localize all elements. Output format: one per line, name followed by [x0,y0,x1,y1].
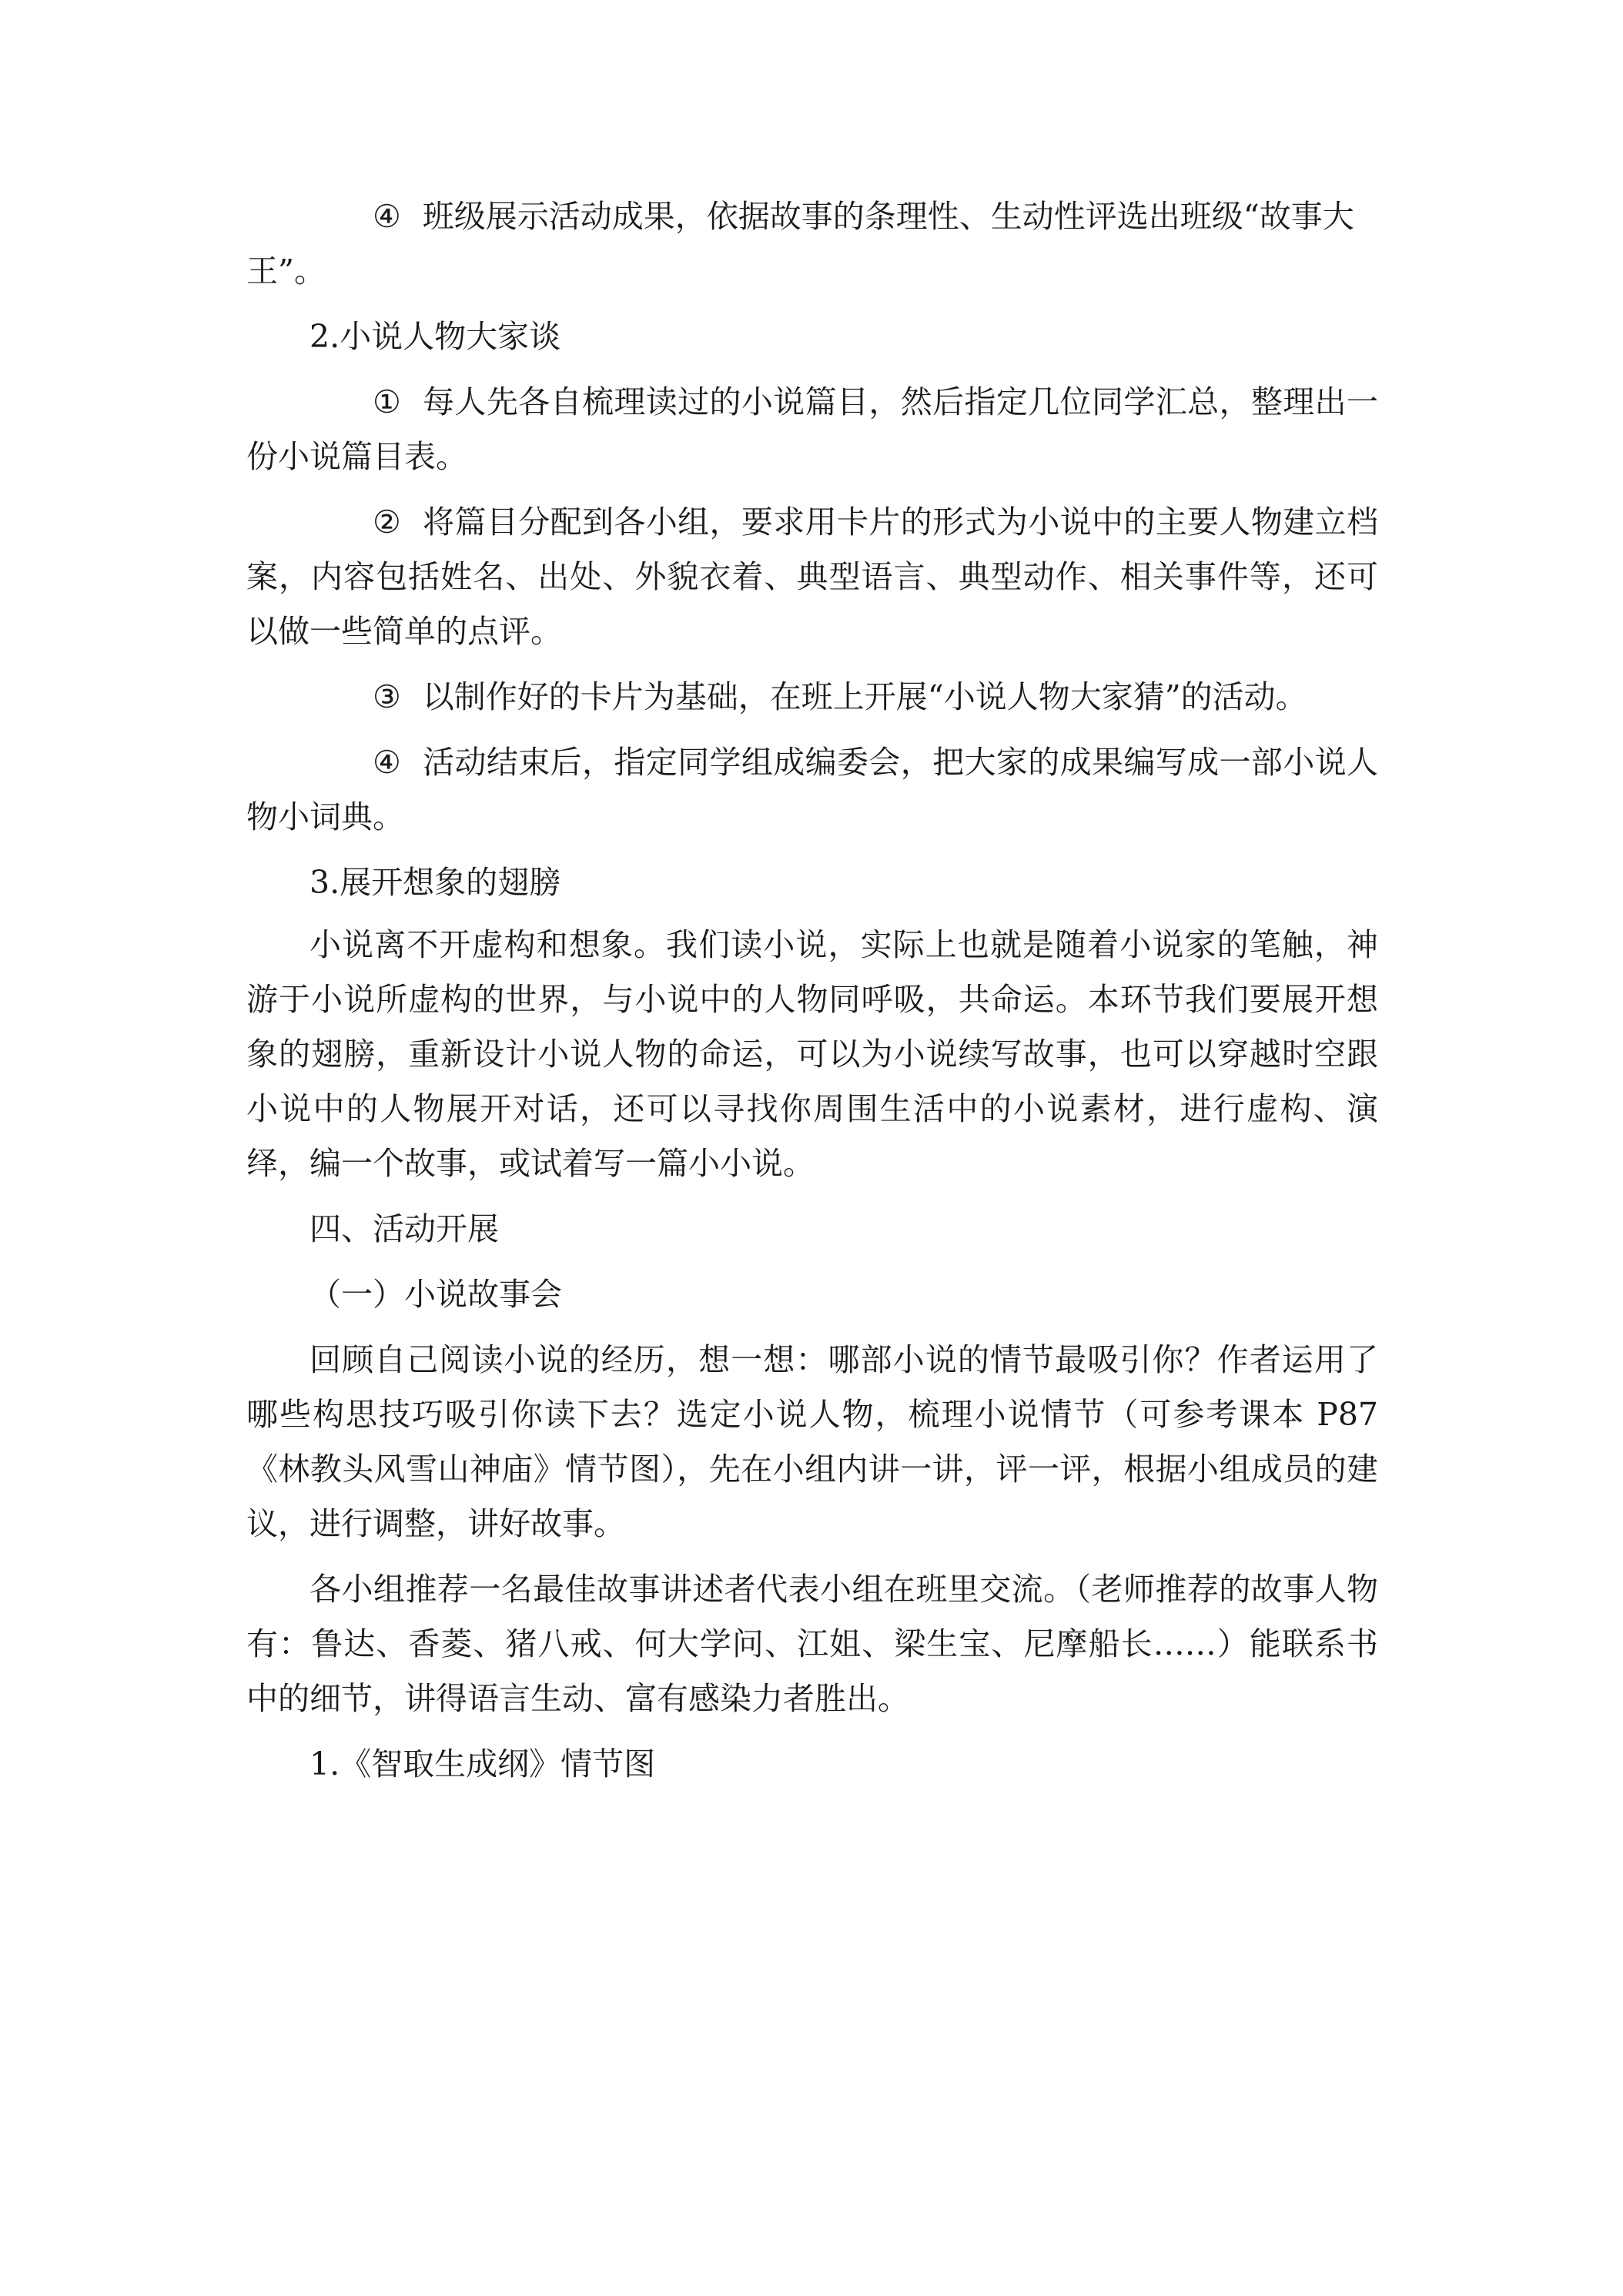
paragraph-activity-result [246,189,1378,299]
paragraph-text: 将篇目分配到各小组，要求用卡片的形式为小说中的主要人物建立档案，内容包括姓名、出处、外貌衣着、典型语言、典型动作、相关事件等，还可以做一些简单的点评。 [246,504,1378,650]
paragraph-text: 以制作好的卡片为基础，在班上开展“小说人物大家猜”的活动。 [422,678,1307,715]
section-heading-4: 四、活动开展 [310,1210,499,1247]
circled-number-4: ④ [373,198,401,235]
paragraph-list-item-1 [246,375,1378,484]
document-body [246,189,1378,1792]
circled-number-4: ④ [373,744,401,781]
circled-number-1: ① [373,383,401,420]
paragraph-imagination: 小说离不开虚构和想象。我们读小说，实际上也就是随着小说家的笔触，神游于小说所虚构的世界，与小说中的人物同呼吸，共命运。本环节我们要展开想象的翅膀，重新设计小说人物的命运，可以为小说续写故事，也可以穿越时空跟小说中的人物展开对话，还可以寻找你周围生活中的小说素材，进行虚构、演绎，编一个故事，或试着写一篇小小说。 [246,926,1378,1182]
subsection-heading-story-meeting: （一）小说故事会 [310,1276,562,1313]
circled-number-2: ② [373,504,401,541]
paragraph-review-reading: 回顾自己阅读小说的经历，想一想：哪部小说的情节最吸引你？作者运用了哪些构思技巧吸引你读下去？选定小说人物，梳理小说情节（可参考课本 P87《林教头风雪山神庙》情节图），先在小组内讲一讲，评一评，根据小组成员的建议，进行调整，讲好故事。 [246,1341,1378,1542]
paragraph-text: 班级展示活动成果，依据故事的条理性、生动性评选出班级“故事大王”。 [246,198,1354,290]
plot-diagram-heading: 1.《智取生成纲》情节图 [310,1745,656,1782]
paragraph-text: 活动结束后，指定同学组成编委会，把大家的成果编写成一部小说人物小词典。 [246,744,1378,835]
paragraph-text: 每人先各自梳理读过的小说篇目，然后指定几位同学汇总，整理出一份小说篇目表。 [246,383,1378,475]
section-heading-3: 3.展开想象的翅膀 [310,864,561,901]
paragraph-list-item-3 [246,670,1378,725]
paragraph-group-recommendation: 各小组推荐一名最佳故事讲述者代表小组在班里交流。（老师推荐的故事人物有：鲁达、香菱、猪八戒、何大学问、江姐、梁生宝、尼摩船长……）能联系书中的细节，讲得语言生动、富有感染力者胜出。 [246,1571,1378,1717]
section-heading-2: 2.小说人物大家谈 [310,318,561,355]
circled-number-3: ③ [373,678,401,715]
paragraph-list-item-2 [246,495,1378,659]
paragraph-list-item-4 [246,735,1378,845]
